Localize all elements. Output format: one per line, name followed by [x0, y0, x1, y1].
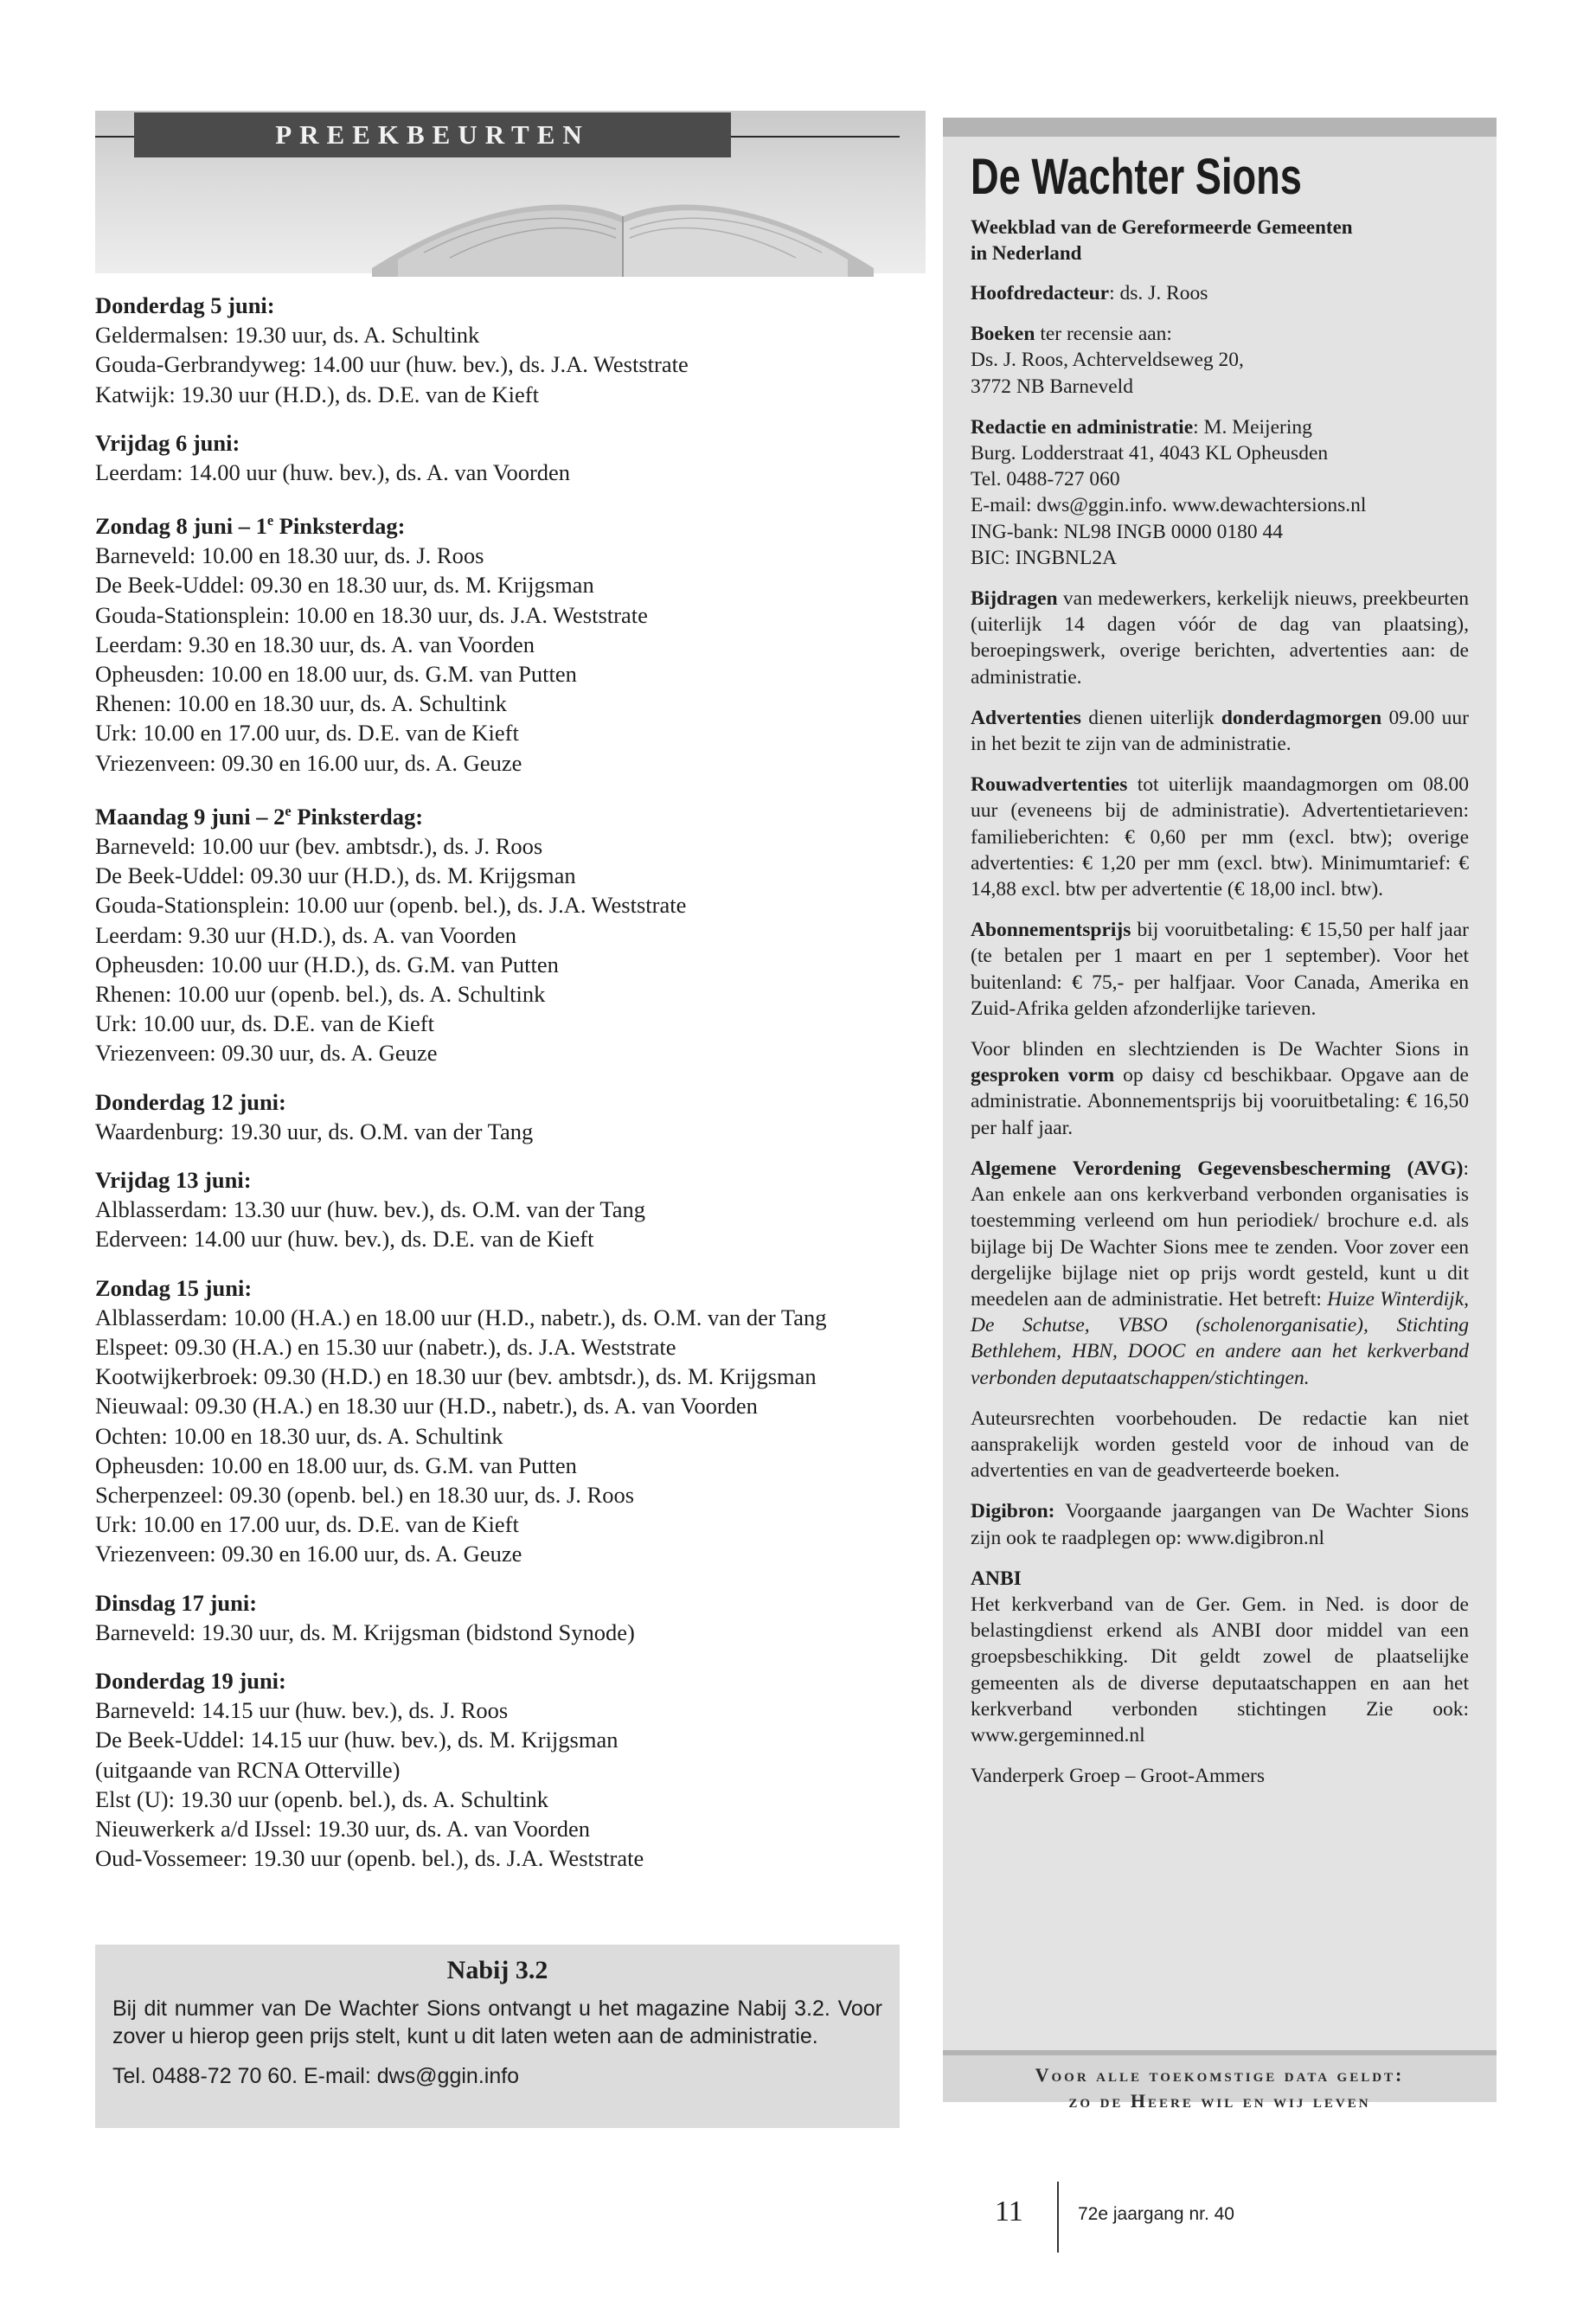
service-entry: Katwijk: 19.30 uur (H.D.), ds. D.E. van de Kieft	[95, 381, 539, 407]
avg-italic: Huize Winterdijk, De Schutse, VBSO (scholenorganisatie), Stichting Bethlehem, HBN, DOOC en andere aan het kerkverband verbonden deputaatschappen/stichtingen.	[971, 1287, 1469, 1389]
section-title: PREEKBEURTEN	[134, 112, 731, 157]
anbi-label: ANBI	[971, 1567, 1022, 1590]
books-address-line: Ds. J. Roos, Achterveldseweg 20,	[971, 349, 1244, 372]
masthead-subtitle	[971, 215, 1469, 266]
colophon-top-bar	[943, 118, 1497, 137]
service-entry: Vriezenveen: 09.30 en 16.00 uur, ds. A. Geuze	[95, 749, 522, 776]
service-entry: Geldermalsen: 19.30 uur, ds. A. Schultink	[95, 322, 480, 349]
service-entry: Kootwijkerbroek: 09.30 (H.D.) en 18.30 uur (bev. ambtsdr.), ds. M. Krijgsman	[95, 1363, 817, 1390]
mourn-label: Rouwadvertenties	[971, 773, 1128, 797]
contrib-label: Bijdragen	[971, 587, 1058, 611]
blind-text: Voor blinden en slechtzienden is De Wachter Sions in	[971, 1038, 1469, 1061]
avg-label: Algemene Verordening Gegevensbescherming (AVG)	[971, 1157, 1464, 1180]
schedule-day	[95, 797, 900, 1068]
schedule-day	[95, 428, 900, 487]
admin-value: : M. Meijering	[1193, 415, 1312, 439]
ads-label: Advertenties	[971, 706, 1081, 729]
service-entry: De Beek-Uddel: 14.15 uur (huw. bev.), ds. M. Krijgsman	[95, 1727, 619, 1753]
digibron	[971, 1498, 1469, 1550]
audio-edition	[971, 1036, 1469, 1141]
service-entry: Oud-Vossemeer: 19.30 uur (openb. bel.), ds. J.A. Weststrate	[95, 1845, 644, 1872]
admin-bank: ING-bank: NL98 INGB 0000 0180 44	[971, 520, 1283, 543]
admin-phone: Tel. 0488-727 060	[971, 468, 1120, 491]
sub-text: bij vooruitbetaling: € 15,50 per half jaar (te betalen per 1 maart en per 1 september). Voor het buitenland: € 75,- per halfjaar. Voor Canada, Amerika en Zuid-Afrika gelden afzonderlijke tarieven.	[971, 919, 1469, 1020]
day-heading: Vrijdag 6 juni:	[95, 429, 240, 456]
administration	[971, 414, 1469, 571]
ads-deadline: donderdagmorgen	[1221, 706, 1382, 729]
schedule	[95, 291, 900, 1892]
ads-text: 09.00 uur in het bezit te zijn van de administratie.	[971, 706, 1470, 756]
admin-address: Burg. Lodderstraat 41, 4043 KL Opheusden	[971, 442, 1329, 465]
advertisements	[971, 705, 1469, 757]
masthead-subtitle-line: in Nederland	[971, 242, 1082, 264]
service-entry: (uitgaande van RCNA Otterville)	[95, 1756, 401, 1783]
editor-label: Hoofdredacteur	[971, 282, 1110, 304]
service-entry: Opheusden: 10.00 en 18.00 uur, ds. G.M. van Putten	[95, 661, 577, 688]
masthead-title: De Wachter Sions	[971, 149, 1302, 205]
schedule-day	[95, 1165, 900, 1254]
nabij-contact: Tel. 0488-72 70 60. E-mail: dws@ggin.info	[112, 2064, 520, 2088]
service-entry: Elst (U): 19.30 uur (openb. bel.), ds. A. Schultink	[95, 1785, 549, 1812]
schedule-day	[95, 1273, 900, 1569]
service-entry: Rhenen: 10.00 en 18.30 uur, ds. A. Schultink	[95, 690, 507, 717]
digibron-text: Voorgaande jaargangen van De Wachter Sions zijn ook te raadplegen op: www.digibron.nl	[971, 1500, 1469, 1549]
service-entry: Barneveld: 10.00 en 18.30 uur, ds. J. Roos	[95, 542, 484, 569]
service-entry: Scherpenzeel: 09.30 (openb. bel.) en 18.30 uur, ds. J. Roos	[95, 1481, 635, 1508]
mourning-ads	[971, 772, 1469, 902]
schedule-day	[95, 1087, 900, 1146]
service-entry: Elspeet: 09.30 (H.A.) en 15.30 uur (nabetr.), ds. J.A. Weststrate	[95, 1333, 676, 1360]
footer-motto	[943, 2062, 1497, 2114]
service-entry: Vriezenveen: 09.30 uur, ds. A. Geuze	[95, 1040, 438, 1067]
page-number: 11	[995, 2195, 1023, 2227]
nabij-title: Nabij 3.2	[446, 1956, 548, 1984]
schedule-day	[95, 291, 900, 409]
service-entry: Gouda-Stationsplein: 10.00 uur (openb. bel.), ds. J.A. Weststrate	[95, 892, 687, 919]
mourn-text: tot uiterlijk maandagmorgen om 08.00 uur (eveneens bij de administratie). Advertentietarieven: familieberichten: € 0,60 per mm (excl. btw); overige advertenties: € 1,20 per mm (excl. btw). Minimumtarief: € 14,88 excl. btw per advertentie (€ 18,00 incl. btw).	[971, 773, 1469, 901]
avg-text: : Aan enkele aan ons kerkverband verbonden organisaties is toestemming verleend om hun periodiek/ brochure e.d. als bijlage bij De Wachter Sions mee te zenden. Voor zover een dergelijke bijlage niet op prijs wordt gesteld, kunt u dit meedelen aan de administratie. Het betreft:	[971, 1157, 1469, 1311]
service-entry: Rhenen: 10.00 uur (openb. bel.), ds. A. Schultink	[95, 980, 546, 1007]
service-entry: Opheusden: 10.00 en 18.00 uur, ds. G.M. van Putten	[95, 1452, 577, 1478]
printer: Vanderperk Groep – Groot-Ammers	[971, 1765, 1265, 1788]
admin-bic: BIC: INGBNL2A	[971, 546, 1118, 569]
footer-motto-line: zo de Heere wil en wij leven	[1068, 2090, 1371, 2112]
service-entry: Leerdam: 9.30 en 18.30 uur, ds. A. van Voorden	[95, 631, 535, 657]
books-address	[971, 321, 1469, 400]
service-entry: Nieuwaal: 09.30 (H.A.) en 18.30 uur (H.D., nabetr.), ds. A. van Voorden	[95, 1393, 758, 1420]
masthead-subtitle-line: Weekblad van de Gereformeerde Gemeenten	[971, 216, 1353, 238]
service-entry: De Beek-Uddel: 09.30 en 18.30 uur, ds. M. Krijgsman	[95, 572, 594, 599]
contrib-text: van medewerkers, kerkelijk nieuws, preekbeurten (uiterlijk 14 dagen vóór de dag van plaatsing), beroepingswerk, overige berichten, advertenties aan: de administratie.	[971, 587, 1469, 689]
anbi	[971, 1566, 1469, 1748]
volume-info: 72e jaargang nr. 40	[1078, 2204, 1234, 2224]
service-entry: Barneveld: 10.00 uur (bev. ambtsdr.), ds. J. Roos	[95, 832, 543, 859]
service-entry: Gouda-Stationsplein: 10.00 en 18.30 uur, ds. J.A. Weststrate	[95, 601, 648, 628]
copyright: Auteursrechten voorbehouden. De redactie kan niet aansprakelijk worden gesteld voor de inhoud van de advertenties en van de geadverteerde boeken.	[971, 1407, 1469, 1483]
day-heading: Maandag 9 juni – 2e Pinksterdag:	[95, 802, 424, 830]
open-book-icon	[363, 156, 882, 277]
books-label: Boeken	[971, 323, 1035, 346]
service-entry: Leerdam: 14.00 uur (huw. bev.), ds. A. van Voorden	[95, 459, 571, 486]
service-entry: Urk: 10.00 uur, ds. D.E. van de Kieft	[95, 1010, 434, 1037]
contributions	[971, 586, 1469, 690]
subscription	[971, 917, 1469, 1022]
schedule-day	[95, 506, 900, 778]
admin-label: Redactie en administratie	[971, 415, 1194, 439]
page-divider	[1057, 2182, 1059, 2253]
service-entry: Barneveld: 19.30 uur, ds. M. Krijgsman (bidstond Synode)	[95, 1618, 635, 1645]
service-entry: Urk: 10.00 en 17.00 uur, ds. D.E. van de Kieft	[95, 720, 519, 747]
schedule-day	[95, 1588, 900, 1647]
service-entry: Ochten: 10.00 en 18.30 uur, ds. A. Schultink	[95, 1422, 503, 1449]
day-heading: Zondag 15 juni:	[95, 1274, 253, 1301]
service-entry: Alblasserdam: 13.30 uur (huw. bev.), ds. O.M. van der Tang	[95, 1196, 645, 1223]
service-entry: Alblasserdam: 10.00 (H.A.) en 18.00 uur (H.D., nabetr.), ds. O.M. van der Tang	[95, 1304, 827, 1330]
blind-bold: gesproken vorm	[971, 1064, 1115, 1087]
service-entry: Nieuwerkerk a/d IJssel: 19.30 uur, ds. A. van Voorden	[95, 1816, 591, 1842]
day-heading: Donderdag 12 juni:	[95, 1088, 286, 1115]
service-entry: Urk: 10.00 en 17.00 uur, ds. D.E. van de Kieft	[95, 1511, 519, 1538]
service-entry: Leerdam: 9.30 uur (H.D.), ds. A. van Voorden	[95, 921, 516, 948]
service-entry: De Beek-Uddel: 09.30 uur (H.D.), ds. M. Krijgsman	[95, 862, 576, 889]
admin-email[interactable]: E-mail: dws@ggin.info. www.dewachtersions.nl	[971, 494, 1367, 517]
books-address-line: 3772 NB Barneveld	[971, 375, 1133, 398]
service-entry: Ederveen: 14.00 uur (huw. bev.), ds. D.E. van de Kieft	[95, 1226, 594, 1253]
day-heading: Dinsdag 17 juni:	[95, 1589, 258, 1616]
service-entry: Barneveld: 14.15 uur (huw. bev.), ds. J. Roos	[95, 1697, 509, 1724]
service-entry: Gouda-Gerbrandyweg: 14.00 uur (huw. bev.), ds. J.A. Weststrate	[95, 351, 689, 378]
sub-label: Abonnementsprijs	[971, 919, 1131, 942]
blind-text: op daisy cd beschikbaar. Opgave aan de administratie. Abonnementsprijs bij vooruitbetaling: € 16,50 per half jaar.	[971, 1064, 1469, 1139]
service-entry: Vriezenveen: 09.30 en 16.00 uur, ds. A. Geuze	[95, 1541, 522, 1567]
day-heading: Vrijdag 13 juni:	[95, 1166, 252, 1193]
ads-text: dienen uiterlijk	[1080, 706, 1221, 729]
editor-value: : ds. J. Roos	[1109, 282, 1208, 304]
avg-notice	[971, 1156, 1469, 1391]
nabij-body: Bij dit nummer van De Wachter Sions ontvangt u het magazine Nabij 3.2. Voor zover u hierop geen prijs stelt, kunt u dit laten weten aan de administratie.	[112, 1997, 882, 2048]
day-heading: Donderdag 5 juni:	[95, 292, 275, 318]
digibron-label: Digibron:	[971, 1500, 1055, 1523]
day-heading: Donderdag 19 juni:	[95, 1667, 286, 1694]
books-text: ter recensie aan:	[1035, 323, 1172, 346]
colophon	[971, 147, 1469, 1804]
schedule-day	[95, 1666, 900, 1873]
nabij-notice	[95, 1945, 900, 2128]
service-entry: Waardenburg: 19.30 uur, ds. O.M. van der Tang	[95, 1118, 534, 1144]
service-entry: Opheusden: 10.00 uur (H.D.), ds. G.M. van Putten	[95, 951, 559, 977]
footer-motto-line: Voor alle toekomstige data geldt:	[1035, 2064, 1405, 2086]
editor	[971, 280, 1469, 306]
anbi-text: Het kerkverband van de Ger. Gem. in Ned. is door de belastingdienst erkend als ANBI door middel van een groepsbeschikking. Dit geldt zowel de plaatselijke gemeenten als de diverse deputaatschappen en aan het kerkverband verbonden stichtingen Zie ook: www.gergeminned.nl	[971, 1593, 1469, 1747]
day-heading: Zondag 8 juni – 1e Pinksterdag:	[95, 512, 406, 540]
